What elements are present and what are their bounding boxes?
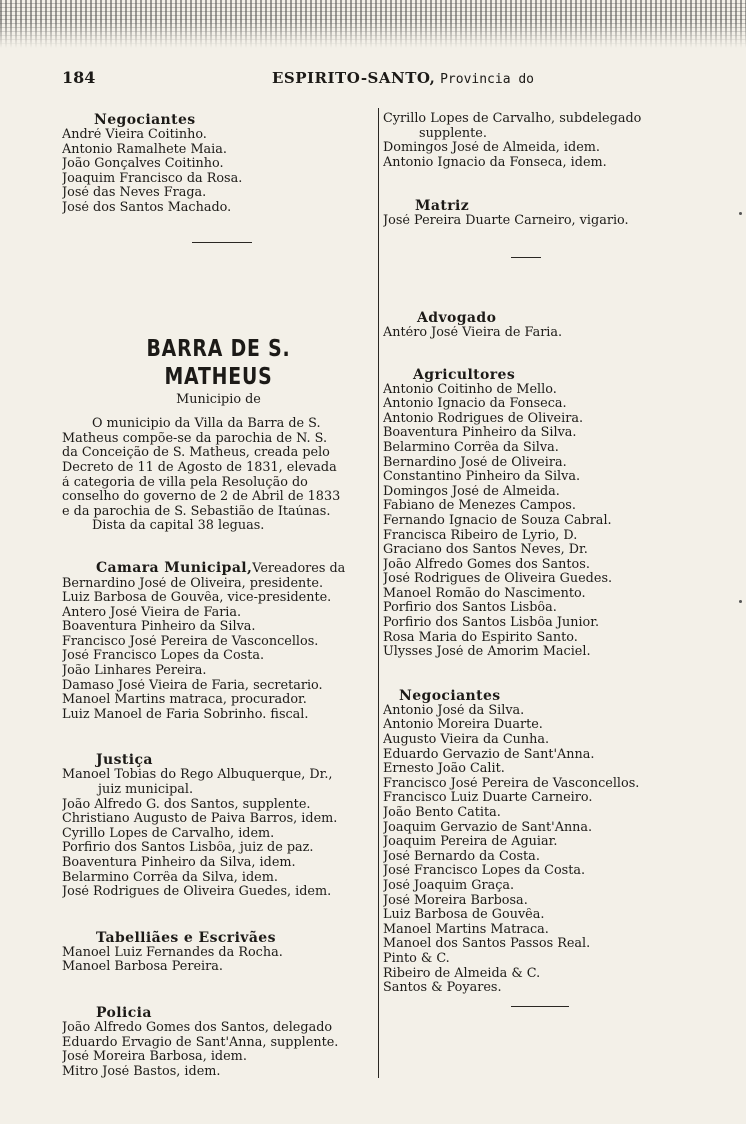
section-rule: [192, 242, 252, 243]
running-title-sub: Provincia do: [440, 72, 535, 87]
list-item: Joaquim Pereira de Aguiar.: [383, 835, 558, 850]
list-item: Fernando Ignacio de Souza Cabral.: [383, 513, 612, 528]
list-item: Pinto & C.: [383, 951, 450, 966]
list-item: Manoel Romão do Nascimento.: [383, 586, 586, 601]
section-rule: [511, 1006, 569, 1007]
list-item: Manoel dos Santos Passos Real.: [383, 937, 591, 952]
column-divider: [378, 108, 379, 1078]
list-item: Manoel Tobias do Rego Albuquerque, Dr.,: [62, 768, 333, 783]
list-item: Francisco José Pereira de Vasconcellos.: [62, 634, 319, 649]
municipality-description: [62, 417, 375, 534]
section-title-justica: Justiça: [96, 752, 153, 769]
list-item: Fabiano de Menezes Campos.: [383, 499, 576, 514]
list-item: Ulysses José de Amorim Maciel.: [383, 645, 591, 660]
list-item: João Alfredo G. dos Santos, supplente.: [62, 797, 311, 812]
camara-heading-suffix: Vereadores da: [252, 560, 346, 576]
margin-speck: [739, 600, 742, 603]
list-item: Christiano Augusto de Paiva Barros, idem.: [62, 812, 338, 827]
list-item: Manoel Martins matraca, procurador.: [62, 693, 307, 708]
list-item: João Alfredo Gomes dos Santos, delegado: [62, 1020, 333, 1035]
section-title-agricultores: Agricultores: [413, 366, 516, 383]
list-item: Antonio Ignacio da Fonseca, idem.: [383, 155, 607, 170]
left-column: [62, 112, 375, 1079]
list-item: João Alfredo Gomes dos Santos.: [383, 557, 590, 572]
list-item: Luiz Manoel de Faria Sobrinho. fiscal.: [62, 707, 309, 722]
town-title: BARRA DE S. MATHEUS: [146, 335, 291, 390]
list-item: Belarmino Corrêa da Silva, idem.: [62, 870, 278, 885]
list-item: Boaventura Pinheiro da Silva, idem.: [62, 856, 296, 870]
list-item: Damaso José Vieira de Faria, secretario.: [62, 678, 323, 693]
list-item: José das Neves Fraga.: [62, 186, 207, 201]
list-item: Antonio Coitinho de Mello.: [383, 382, 557, 397]
description-line: O municipio da Villa da Barra de S.: [92, 417, 321, 432]
list-item: Joaquim Francisco da Rosa.: [62, 171, 243, 186]
description-line: e da parochia de S. Sebastião de Itaúnas.: [62, 504, 331, 519]
list-item: Antero José Vieira de Faria.: [62, 605, 242, 620]
list-item: Cyrillo Lopes de Carvalho, idem.: [62, 826, 275, 841]
list-item: Bernardino José de Oliveira.: [383, 455, 567, 470]
list-item: Antonio José da Silva.: [383, 703, 525, 718]
list-item: Eduardo Ervagio de Sant'Anna, supplente.: [62, 1035, 339, 1050]
section-title-camara: Camara Municipal,: [96, 559, 253, 576]
description-line: Decreto de 11 de Agosto de 1831, elevada: [62, 460, 337, 475]
list-item: Manoel Martins Matraca.: [383, 922, 549, 937]
list-item: Francisco José Pereira de Vasconcellos.: [383, 776, 640, 791]
advogado-item: Antéro José Vieira de Faria.: [383, 325, 563, 340]
section-title-negociantes: Negociantes: [94, 112, 196, 128]
list-item: Antonio Ramalhete Maia.: [62, 142, 227, 157]
list-item: Bernardino José de Oliveira, presidente.: [62, 576, 324, 591]
list-item: José dos Santos Machado.: [62, 200, 232, 215]
list-item: Cyrillo Lopes de Carvalho, subdelegado: [383, 112, 642, 126]
list-item: José Francisco Lopes da Costa.: [383, 864, 586, 879]
list-item: Luiz Barbosa de Gouvêa.: [383, 908, 545, 923]
running-title-main: ESPIRITO-SANTO,: [272, 69, 436, 87]
policia-continued-list: [383, 112, 725, 170]
section-title-matriz: Matriz: [415, 198, 470, 215]
list-item: Porfirio dos Santos Lisbôa.: [383, 601, 557, 616]
section-title-advogado: Advogado: [417, 309, 497, 326]
list-item: Luiz Barbosa de Gouvêa, vice-presidente.: [62, 591, 332, 606]
margin-speck: [739, 212, 742, 215]
list-item: Belarmino Corrêa da Silva.: [383, 440, 559, 455]
list-item: Boaventura Pinheiro da Silva.: [383, 426, 577, 441]
list-item: José Moreira Barbosa.: [383, 893, 528, 908]
list-item: José Rodrigues de Oliveira Guedes, idem.: [62, 885, 332, 900]
town-subtitle: Municipio de: [176, 391, 261, 407]
list-item: Joaquim Gervazio de Sant'Anna.: [383, 820, 593, 835]
list-item: João Linhares Pereira.: [62, 664, 207, 679]
description-line: da Conceição de S. Matheus, creada pelo: [62, 446, 330, 461]
list-item: Rosa Maria do Espirito Santo.: [383, 630, 578, 645]
list-item: José Joaquim Graça.: [383, 878, 515, 893]
list-item: Mitro José Bastos, idem.: [62, 1064, 221, 1079]
policia-list: [62, 1021, 375, 1079]
list-item-continuation: supplente.: [419, 126, 487, 141]
list-item: Antonio Rodrigues de Oliveira.: [383, 411, 584, 426]
matriz-item: José Pereira Duarte Carneiro, vigario.: [383, 214, 629, 229]
list-item: José Rodrigues de Oliveira Guedes.: [383, 572, 613, 587]
section-title-policia: Policia: [96, 1004, 152, 1021]
page-number: 184: [62, 68, 96, 87]
description-line: á categoria de villa pela Resolução do: [62, 475, 308, 490]
camara-list: [62, 577, 375, 723]
list-item: André Vieira Coitinho.: [62, 128, 207, 142]
list-item: Graciano dos Santos Neves, Dr.: [383, 543, 588, 558]
section-rule: [511, 257, 541, 258]
running-title: [272, 66, 534, 92]
list-item: Antonio Ignacio da Fonseca.: [383, 397, 567, 412]
list-item: Domingos José de Almeida, idem.: [383, 141, 600, 156]
list-item: José Bernardo da Costa.: [383, 849, 540, 864]
description-line: Dista da capital 38 leguas.: [92, 519, 265, 534]
list-item: Ribeiro de Almeida & C.: [383, 966, 541, 981]
right-column: [383, 112, 725, 1007]
list-item: Antonio Moreira Duarte.: [383, 718, 543, 733]
agricultores-list: [383, 383, 725, 660]
list-item: Porfirio dos Santos Lisbôa Junior.: [383, 616, 600, 631]
camara-heading: [62, 560, 375, 577]
list-item: Eduardo Gervazio de Sant'Anna.: [383, 747, 595, 762]
list-item: Porfirio dos Santos Lisbôa, juiz de paz.: [62, 841, 314, 856]
list-item: Boaventura Pinheiro da Silva.: [62, 620, 256, 635]
section-title-negociantes-right: Negociantes: [399, 687, 501, 704]
section-title-tabelliaes: Tabelliães e Escrivães: [96, 929, 276, 946]
list-item: João Bento Catita.: [383, 806, 501, 820]
list-item-continuation: juiz municipal.: [98, 783, 194, 798]
list-item: José Moreira Barbosa, idem.: [62, 1050, 247, 1065]
page-header: [62, 66, 722, 90]
list-item: Manoel Barbosa Pereira.: [62, 960, 223, 975]
list-item: Francisco Luiz Duarte Carneiro.: [383, 791, 593, 806]
scan-noise-band: [0, 0, 746, 48]
tabelliaes-list: [62, 946, 375, 975]
description-line: Matheus compõe-se da parochia de N. S.: [62, 431, 328, 446]
list-item: Augusto Vieira da Cunha.: [383, 733, 550, 748]
justica-list: [62, 768, 375, 899]
negociantes-list: [62, 128, 375, 216]
list-item: José Francisco Lopes da Costa.: [62, 649, 265, 664]
list-item: Francisca Ribeiro de Lyrio, D.: [383, 528, 578, 543]
list-item: João Gonçalves Coitinho.: [62, 157, 224, 172]
list-item: Ernesto João Calit.: [383, 762, 505, 777]
list-item: Constantino Pinheiro da Silva.: [383, 470, 581, 485]
description-line: conselho do governo de 2 de Abril de 1833: [62, 490, 341, 505]
list-item: Santos & Poyares.: [383, 981, 502, 996]
list-item: Domingos José de Almeida.: [383, 484, 560, 499]
list-item: Manoel Luiz Fernandes da Rocha.: [62, 945, 283, 960]
negociantes-right-list: [383, 704, 725, 996]
